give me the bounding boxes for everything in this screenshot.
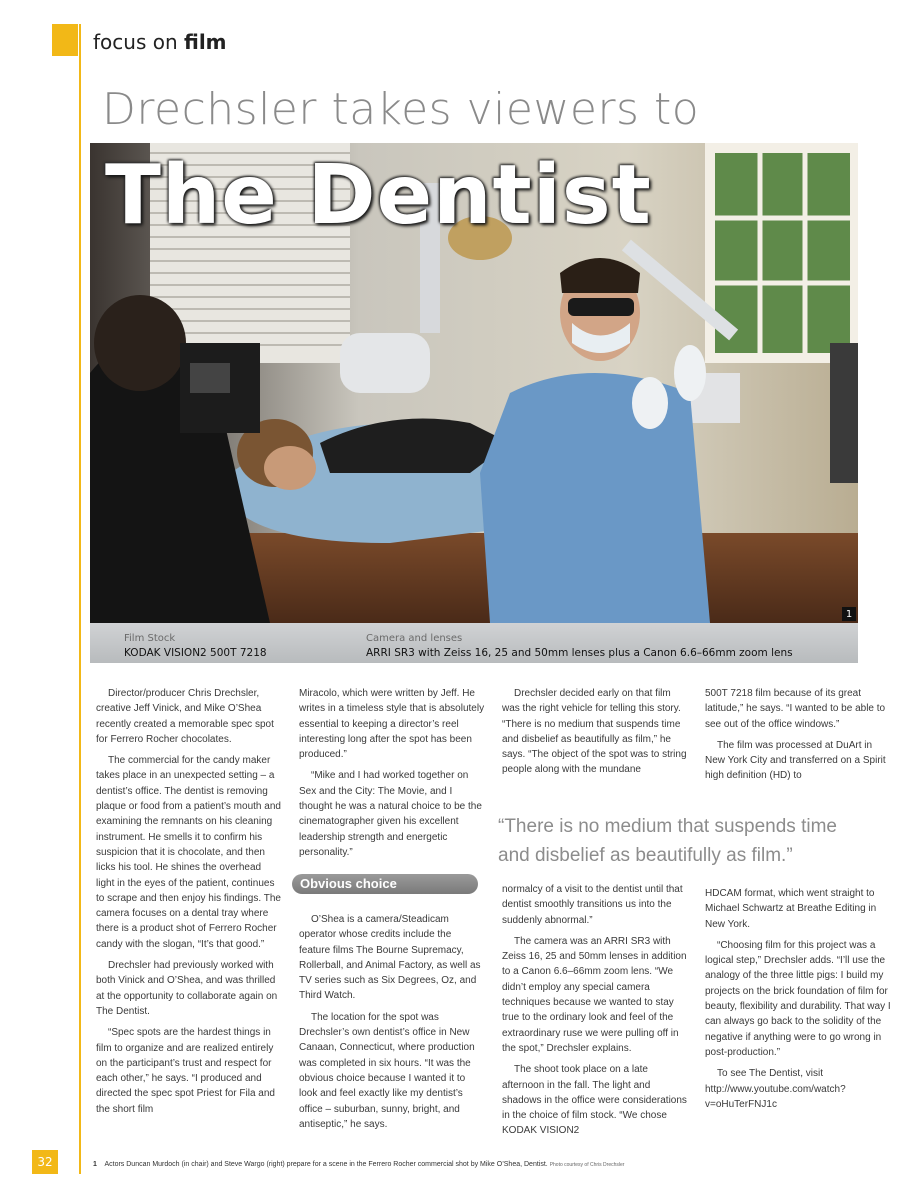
page-number: 32 [32, 1150, 58, 1174]
film-stock-value: KODAK VISION2 500T 7218 [124, 647, 267, 659]
caption-text: Actors Duncan Murdoch (in chair) and Steve Wargo (right) prepare for a scene in the Ferrero Rocher commercial shot by Mike O’Shea, Dentist. [104, 1161, 548, 1168]
headline-title: The Dentist [105, 148, 652, 243]
headline-kicker: Drechsler takes viewers to [102, 84, 700, 135]
paragraph: 500T 7218 film because of its great latitude,” he says. “I wanted to be able to see out of the office windows.” [705, 688, 886, 730]
spec-bar [90, 623, 858, 663]
photo-number-badge: 1 [842, 607, 856, 621]
section-bold: film [184, 30, 227, 54]
margin-rule [79, 24, 81, 1174]
paragraph: The film was processed at DuArt in New York City and transferred on a Spirit high definition (HD) to [705, 739, 886, 782]
paragraph: The commercial for the candy maker takes place in an unexpected setting – a dentist’s office. The dentist is removing plaque or food from a patient’s mouth and examining the remnants on his cleaning instrument. He smells it to confirm his suspicion that it is chocolate, and then licks his tool. He shines the overhead light in the eyes of the patient, continues to scrape and then enjoy his findings. The camera focuses on a dental tray where there is a product shot of Ferrero Rocher candy with the slogan, “It’s that good.” [96, 755, 281, 950]
paragraph: normalcy of a visit to the dentist until that dentist smoothly transitions us into the suddenly abnormal.” [502, 884, 683, 926]
column-4-top [705, 686, 891, 790]
paragraph: To see The Dentist, visit http://www.youtube.com/watch?v=oHuTerFNJ1c [705, 1068, 846, 1110]
section-marker [52, 24, 78, 56]
column-2-top [299, 686, 485, 866]
paragraph: Miracolo, which were written by Jeff. He writes in a timeless style that is absolutely essential to keeping a director’s reel interesting long after the spot has been produced.” [299, 688, 485, 761]
paragraph: The camera was an ARRI SR3 with Zeiss 16, 25 and 50mm lenses in addition to a Canon 6.6–66mm zoom lens. “We didn’t employ any special camera techniques because we wanted to stay true to the ordinary look and feel of the extraordinary ruse we were pulling off in the spot,” Drechsler explains. [502, 935, 687, 1054]
paragraph: “Mike and I had worked together on Sex and the City: The Movie, and I thought he was a natural choice to be the cinematographer given his excellent leadership strength and energetic personality.” [299, 770, 482, 858]
paragraph: Drechsler decided early on that film was the right vehicle for telling this story. “There is no medium that suspends time and disbelief as beautifully as film,” he says. “The object of the spot was to string people along with the mundane [502, 688, 687, 776]
paragraph: HDCAM format, which went straight to Michael Schwartz at Breathe Editing in New York. [705, 888, 877, 930]
paragraph: “Spec spots are the hardest things in film to organize and are realized entirely on the participant’s trust and respect for each other,” he says. “I produced and directed the spec spot Priest for Fila and the short film [96, 1027, 275, 1115]
section-label [93, 30, 227, 54]
camera-label: Camera and lenses [366, 633, 463, 644]
subhead-obvious-choice: Obvious choice [292, 874, 478, 894]
column-3-bottom [502, 882, 688, 1145]
photo-caption [93, 1161, 624, 1168]
column-2-bottom [299, 912, 485, 1138]
caption-number: 1 [93, 1161, 97, 1168]
paragraph: Director/producer Chris Drechsler, creative Jeff Vinick, and Mike O’Shea recently created a memorable spec spot for Ferrero Rocher chocolates. [96, 688, 274, 745]
pull-quote: “There is no medium that suspends time and disbelief as beautifully as film.” [498, 816, 837, 866]
paragraph: “Choosing film for this project was a logical step,” Drechsler adds. “I’ll use the analogy of the three little pigs: I build my projects on the brick foundation of film for beauty, flexibility and durability. That way I can always go back to the solidity of the negative if anything were to go wrong in post-production.” [705, 939, 891, 1058]
paragraph: O’Shea is a camera/Steadicam operator whose credits include the feature films The Bourne Supremacy, Rollerball, and Animal Factory, as well as TV series such as Six Degrees, Oz, and Third Watch. [299, 914, 481, 1002]
column-4-bottom [705, 886, 891, 1118]
column-1 [96, 686, 282, 1123]
paragraph: The shoot took place on a late afternoon in the fall. The light and shadows in the office were considerations in the choice of film stock. “We chose KODAK VISION2 [502, 1064, 687, 1137]
paragraph: Drechsler had previously worked with both Vinick and O’Shea, and was thrilled at the opportunity to collaborate again on The Dentist. [96, 960, 278, 1017]
column-3-top [502, 686, 688, 784]
film-stock-label: Film Stock [124, 633, 176, 644]
section-prefix: focus on [93, 30, 178, 54]
paragraph: The location for the spot was Drechsler’s own dentist’s office in New Canaan, Connecticut, where production was completed in six hours. “It was the obvious choice because I wanted it to look and feel exactly like my dentist’s office – suburban, sunny, bright, and antiseptic,” he says. [299, 1011, 475, 1130]
caption-credit: Photo courtesy of Chris Drechsler [549, 1162, 625, 1168]
camera-value: ARRI SR3 with Zeiss 16, 25 and 50mm lenses plus a Canon 6.6–66mm zoom lens [366, 647, 793, 659]
